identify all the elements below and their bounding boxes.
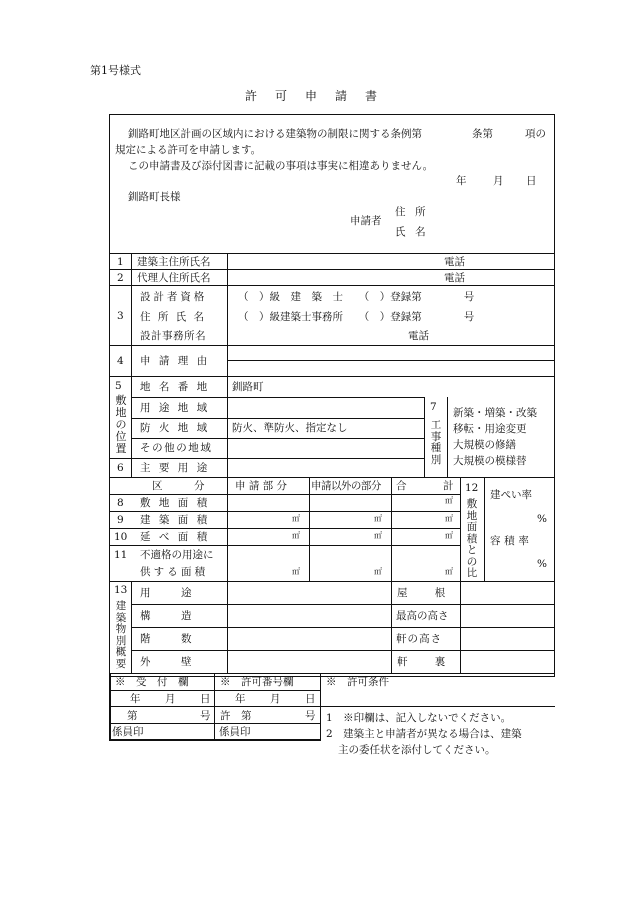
row-number: 10 [114, 531, 128, 543]
lot-number-value: 釧路町 [232, 381, 264, 393]
unit: ㎡ [292, 531, 300, 540]
header-total-b: 計 [443, 480, 454, 492]
zoning-label: 用途地域 [140, 402, 216, 414]
construction-vertical-label: 工事種別 [430, 419, 442, 466]
coverage-percent: % [537, 513, 547, 525]
construction-option: 大規模の修繕 [453, 439, 516, 451]
designer-name-label: 住所氏名 [140, 311, 212, 323]
office-registration-line: （ ）級建築士事務所 （ ）登録第 号 [238, 311, 475, 323]
fire-zone-label: 防火地域 [140, 422, 216, 434]
building-vertical-label: 建築物別概要 [115, 600, 127, 670]
floors-label: 階 数 [140, 633, 195, 645]
row-label: 敷地面積 [140, 497, 216, 509]
permit-month: 月 [270, 693, 281, 705]
permit-year: 年 [235, 693, 246, 705]
reception-month: 月 [165, 693, 176, 705]
date-year: 年 [456, 175, 467, 187]
row-number: 11 [114, 549, 128, 561]
note-2-cont: 主の委任状を添付してください。 [338, 744, 496, 756]
unit: ㎡ [445, 496, 453, 505]
unit: ㎡ [292, 567, 300, 576]
permit-no-suffix: 号 [305, 710, 316, 722]
other-zone-label: その他の地域 [140, 442, 213, 454]
unit: ㎡ [445, 514, 453, 523]
reception-title: ※ 受 付 欄 [115, 676, 189, 688]
row-number: 8 [117, 497, 124, 509]
unit: ㎡ [374, 567, 382, 576]
header-applied: 申 請 部 分 [235, 480, 288, 492]
roof-label: 屋 根 [397, 587, 448, 599]
row-label-a: 不適格の用途に [140, 549, 214, 561]
eave-height-label: 軒の高さ [396, 633, 443, 645]
far-percent: % [537, 558, 547, 570]
reception-no-suffix: 号 [200, 710, 211, 722]
addressee: 釧路町長様 [128, 191, 181, 203]
reception-seal: 係員印 [112, 726, 144, 738]
row-number: 2 [117, 272, 124, 284]
date-month: 月 [493, 175, 504, 187]
soffit-label: 軒 裏 [397, 656, 448, 668]
structure-label: 構 造 [140, 610, 195, 622]
form-number: 第1号様式 [90, 64, 141, 77]
coverage-label: 建ぺい率 [490, 489, 532, 501]
row-label: 建築主住所氏名 [137, 256, 211, 268]
row-number: 3 [117, 310, 124, 322]
row-label: 主要用途 [140, 462, 216, 474]
design-office-label: 設計事務所名 [140, 330, 207, 342]
address-label: 住 所 [395, 206, 429, 218]
reception-year: 年 [130, 693, 141, 705]
site-vertical-label: 敷地の位置 [115, 394, 127, 456]
row-number: 7 [430, 401, 437, 413]
qualification-line: （ ）級 建 築 士 （ ）登録第 号 [238, 291, 475, 303]
phone-label: 電話 [408, 330, 429, 342]
construction-option: 移転・用途変更 [453, 423, 527, 435]
date-day: 日 [526, 175, 537, 187]
header-other: 申請以外の部分 [311, 480, 381, 492]
permit-title: ※ 許可番号欄 [220, 676, 294, 688]
ratio-vertical-label: 敷地面積との比 [466, 498, 478, 580]
unit: ㎡ [374, 514, 382, 523]
intro-line-1b: 条第 [472, 128, 493, 140]
page-title: 許 可 申 請 書 [245, 89, 381, 103]
phone-label: 電話 [444, 256, 465, 268]
row-label: 申請理由 [140, 355, 216, 367]
intro-line-3: この申請書及び添付図書に記載の事項は事実に相違ありません。 [128, 160, 434, 172]
unit: ㎡ [374, 531, 382, 540]
intro-line-1a: 釧路町地区計画の区域内における建築物の制限に関する条例第 [128, 128, 422, 140]
header-total-a: 合 [396, 480, 407, 492]
permit-day: 日 [305, 693, 316, 705]
unit: ㎡ [445, 531, 453, 540]
note-2: 2 建築主と申請者が異なる場合は、建築 [326, 728, 522, 740]
reception-no-prefix: 第 [127, 710, 138, 722]
note-1: 1 ※印欄は、記入しないでください。 [326, 712, 512, 724]
header-category: 区 分 [152, 480, 205, 492]
row-number: 13 [114, 584, 128, 596]
row-number: 1 [117, 256, 124, 268]
permit-conditions-title: ※ 許可条件 [326, 676, 389, 688]
permit-seal: 係員印 [219, 726, 251, 738]
use-label: 用 途 [140, 587, 195, 599]
row-number: 4 [117, 355, 124, 367]
row-label: 建築面積 [140, 514, 216, 526]
wall-label: 外 壁 [140, 656, 195, 668]
name-label: 氏 名 [395, 226, 429, 238]
row-label: 延べ面積 [140, 531, 216, 543]
max-height-label: 最高の高さ [396, 610, 449, 622]
construction-option: 新築・増築・改築 [453, 407, 537, 419]
row-number: 9 [117, 514, 124, 526]
applicant-label: 申請者 [350, 215, 382, 227]
far-label: 容積率 [490, 535, 533, 547]
intro-line-1c: 項の [525, 128, 546, 140]
unit: ㎡ [445, 567, 453, 576]
row-number: 6 [117, 462, 124, 474]
intro-line-2: 規定による許可を申請します。 [115, 144, 262, 156]
row-label: 代理人住所氏名 [137, 272, 211, 284]
unit: ㎡ [292, 514, 300, 523]
designer-qualification-label: 設計者資格 [140, 291, 208, 303]
reception-day: 日 [200, 693, 211, 705]
row-number: 5 [115, 380, 122, 392]
fire-zone-value: 防火、準防火、指定なし [232, 422, 348, 434]
row-label-b: 供する面積 [140, 566, 209, 578]
row-number: 12 [465, 482, 479, 494]
lot-number-label: 地名番地 [140, 381, 216, 393]
phone-label: 電話 [444, 272, 465, 284]
construction-option: 大規模の模様替 [453, 455, 527, 467]
permit-no-prefix: 許 第 [220, 710, 252, 722]
